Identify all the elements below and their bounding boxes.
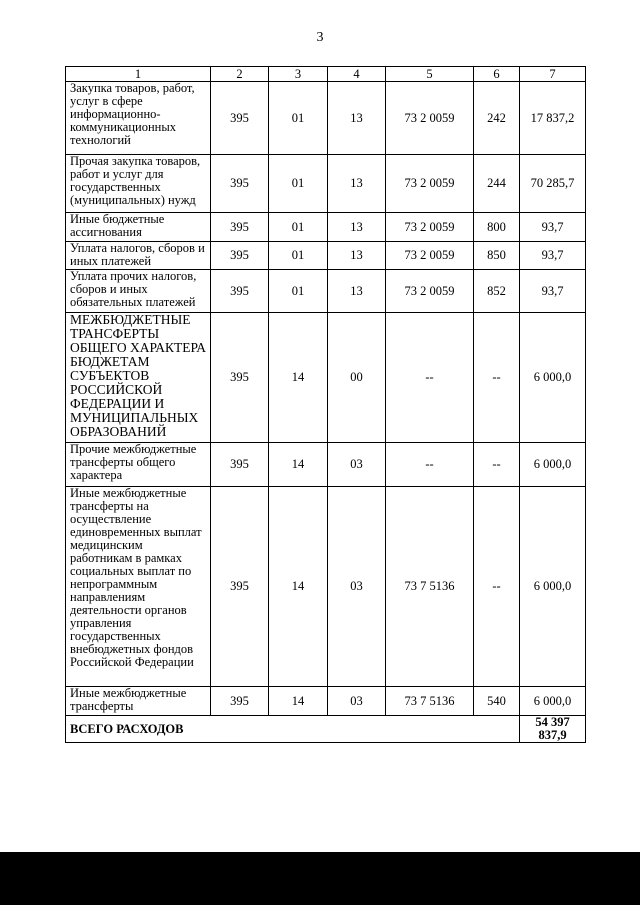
cell-ministry: 395	[211, 443, 269, 487]
cell-ministry: 395	[211, 155, 269, 213]
cell-ministry: 395	[211, 270, 269, 313]
row-name: Прочие межбюджетные трансферты общего характера	[66, 443, 211, 487]
row-name: Иные межбюджетные трансферты на осуществление единовременных выплат медицинским работникам в рамках социальных выплат по непрограммным направлениям деятельности органов управления государственных внебюджетных фондов Российской Федерации	[66, 487, 211, 687]
cell-amount: 93,7	[520, 242, 586, 270]
cell-ministry: 395	[211, 213, 269, 242]
table-row	[66, 155, 586, 213]
cell-target-article: 73 2 0059	[386, 155, 474, 213]
column-header: 1	[66, 67, 211, 82]
cell-target-article: 73 2 0059	[386, 242, 474, 270]
table-row	[66, 270, 586, 313]
cell-section: 14	[269, 487, 328, 687]
cell-target-article: 73 2 0059	[386, 270, 474, 313]
row-name: Уплата прочих налогов, сборов и иных обязательных платежей	[66, 270, 211, 313]
cell-amount: 6 000,0	[520, 313, 586, 443]
table-row	[66, 443, 586, 487]
cell-target-article: 73 7 5136	[386, 487, 474, 687]
cell-subsection: 03	[328, 443, 386, 487]
row-name: Иные межбюджетные трансферты	[66, 687, 211, 716]
column-header: 4	[328, 67, 386, 82]
total-row	[66, 716, 586, 743]
row-name: МЕЖБЮДЖЕТНЫЕ ТРАНСФЕРТЫ ОБЩЕГО ХАРАКТЕРА БЮДЖЕТАМ СУБЪЕКТОВ РОССИЙСКОЙ ФЕДЕРАЦИИ И МУНИЦИПАЛЬНЫХ ОБРАЗОВАНИЙ	[66, 313, 211, 443]
cell-section: 01	[269, 270, 328, 313]
cell-subsection: 03	[328, 487, 386, 687]
table-row	[66, 487, 586, 687]
cell-subsection: 13	[328, 242, 386, 270]
cell-amount: 93,7	[520, 270, 586, 313]
cell-subsection: 13	[328, 82, 386, 155]
cell-expense-type: --	[474, 443, 520, 487]
cell-subsection: 13	[328, 270, 386, 313]
cell-amount: 6 000,0	[520, 443, 586, 487]
column-header: 5	[386, 67, 474, 82]
table-row	[66, 82, 586, 155]
cell-target-article: --	[386, 313, 474, 443]
row-name: Закупка товаров, работ, услуг в сфере информационно-коммуникационных технологий	[66, 82, 211, 155]
cell-expense-type: 540	[474, 687, 520, 716]
cell-expense-type: 850	[474, 242, 520, 270]
cell-expense-type: 242	[474, 82, 520, 155]
row-name: Уплата налогов, сборов и иных платежей	[66, 242, 211, 270]
cell-ministry: 395	[211, 687, 269, 716]
row-name: Прочая закупка товаров, работ и услуг для государственных (муниципальных) нужд	[66, 155, 211, 213]
row-name: Иные бюджетные ассигнования	[66, 213, 211, 242]
column-header: 6	[474, 67, 520, 82]
cell-section: 01	[269, 242, 328, 270]
cell-section: 14	[269, 313, 328, 443]
cell-expense-type: 244	[474, 155, 520, 213]
total-value: 54 397 837,9	[520, 716, 586, 743]
cell-amount: 70 285,7	[520, 155, 586, 213]
table-row	[66, 313, 586, 443]
cell-expense-type: --	[474, 313, 520, 443]
column-header: 2	[211, 67, 269, 82]
cell-section: 01	[269, 82, 328, 155]
cell-amount: 6 000,0	[520, 487, 586, 687]
cell-amount: 6 000,0	[520, 687, 586, 716]
cell-amount: 93,7	[520, 213, 586, 242]
cell-expense-type: 852	[474, 270, 520, 313]
table-row	[66, 242, 586, 270]
table-row	[66, 687, 586, 716]
cell-target-article: 73 2 0059	[386, 213, 474, 242]
header-row	[66, 67, 586, 82]
total-label: ВСЕГО РАСХОДОВ	[66, 716, 520, 743]
cell-ministry: 395	[211, 82, 269, 155]
cell-subsection: 13	[328, 155, 386, 213]
scan-bottom-border	[0, 852, 640, 905]
cell-target-article: 73 2 0059	[386, 82, 474, 155]
column-header: 7	[520, 67, 586, 82]
cell-expense-type: 800	[474, 213, 520, 242]
cell-ministry: 395	[211, 242, 269, 270]
cell-ministry: 395	[211, 313, 269, 443]
cell-section: 14	[269, 687, 328, 716]
cell-target-article: 73 7 5136	[386, 687, 474, 716]
cell-ministry: 395	[211, 487, 269, 687]
table-row	[66, 213, 586, 242]
cell-subsection: 13	[328, 213, 386, 242]
cell-section: 01	[269, 155, 328, 213]
cell-subsection: 03	[328, 687, 386, 716]
budget-table	[65, 66, 586, 743]
cell-target-article: --	[386, 443, 474, 487]
cell-section: 01	[269, 213, 328, 242]
cell-section: 14	[269, 443, 328, 487]
page-number: 3	[316, 30, 324, 45]
cell-subsection: 00	[328, 313, 386, 443]
column-header: 3	[269, 67, 328, 82]
cell-expense-type: --	[474, 487, 520, 687]
cell-amount: 17 837,2	[520, 82, 586, 155]
